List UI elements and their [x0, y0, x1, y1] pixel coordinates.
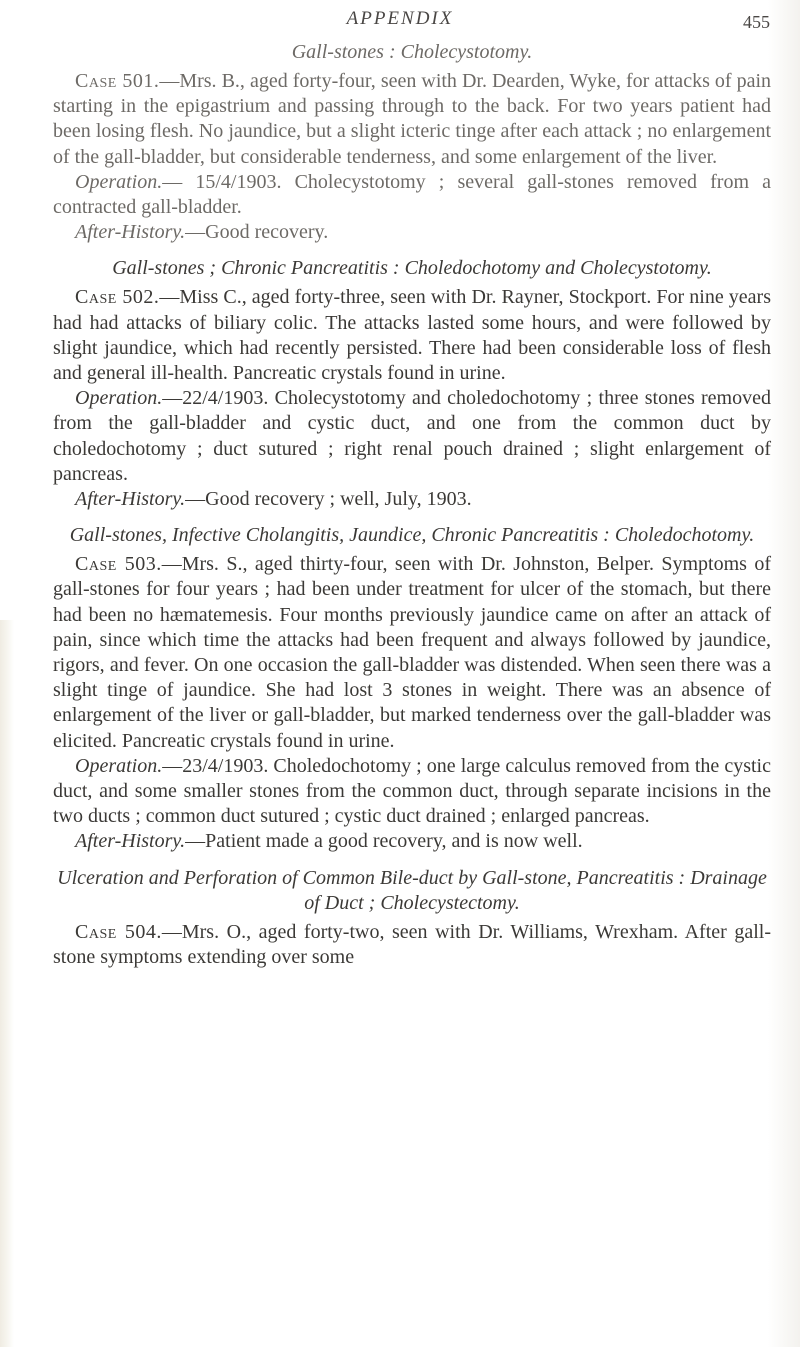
case-501-history — [53, 69, 771, 170]
page-header — [0, 8, 800, 38]
case-503-operation-text: —23/4/1903. Choledochotomy ; one large calculus removed from the cystic duct, and some smaller stones from the common duct, through separate incisions in the two ducts ; common duct sutured ; cystic duct drained ; enlarged pancreas. — [53, 754, 771, 828]
case-503-history — [53, 552, 771, 754]
case-503-after-label: After-History. — [75, 830, 186, 853]
case-501-heading: Gall-stones : Cholecystotomy. — [291, 41, 533, 63]
page-number: 455 — [743, 12, 770, 32]
case-503-operation-label: Operation. — [75, 754, 163, 777]
case-503-heading: Gall-stones, Infective Cholangitis, Jaundice, Chronic Pancreatitis : Choledochotomy. — [69, 524, 755, 547]
case-501-operation-label: Operation. — [75, 170, 163, 193]
case-504-history-text: —Mrs. O., aged forty-two, seen with Dr. Williams, Wrexham. After gall-stone symptoms extending over some — [53, 920, 771, 968]
case-502-operation-text: —22/4/1903. Cholecystotomy and choledochotomy ; three stones removed from the gall-bladder and cystic duct, and one from the common duct by choledochotomy ; duct sutured ; right renal pouch drained ; slight enlargement of pancreas. — [53, 387, 771, 485]
case-501-after-text: —Good recovery. — [185, 221, 329, 244]
case-501-history-text: —Mrs. B., aged forty-four, seen with Dr. Dearden, Wyke, for attacks of pain starting in the epigastrium and passing through to the back. For two years patient had been losing flesh. No jaundice, but a slight icteric tinge after each attack ; no enlargement of the gall-bladder, but considerable tenderness, and some enlargement of the liver. — [53, 70, 771, 168]
page-body — [53, 40, 771, 970]
case-503-label: Case 503. — [75, 553, 162, 576]
case-504-label: Case 504. — [75, 920, 162, 943]
case-501-after-label: After-History. — [75, 221, 186, 244]
case-501-operation — [53, 170, 771, 220]
case-503-history-text: —Mrs. S., aged thirty-four, seen with Dr. Johnston, Belper. Symptoms of gall-stones for four years ; had been under treatment for ulcer of the stomach, but there had been no hæmatemesis. Four months previously jaundice came on after an attack of pain, since which time the attacks had been frequent and always followed by jaundice, rigors, and fever. On one occasion the gall-bladder was distended. When seen there was a slight tinge of jaundice. She had lost 3 stones in weight. There was an absence of enlargement of the liver or gall-bladder, but marked tenderness over the gall-bladder was elicited. Pancreatic crystals found in urine. — [53, 553, 771, 752]
case-503-operation — [53, 754, 771, 830]
case-503-after-history — [53, 829, 771, 854]
page-edge-shadow — [0, 620, 14, 1347]
case-502-heading: Gall-stones ; Chronic Pancreatitis : Choledochotomy and Cholecystotomy. — [112, 257, 712, 280]
case-502-after-text: —Good recovery ; well, July, 1903. — [185, 488, 472, 511]
running-head: APPENDIX — [346, 8, 454, 29]
case-501-after-history — [53, 220, 771, 245]
case-502-history-text: —Miss C., aged forty-three, seen with Dr. Rayner, Stockport. For nine years had had attacks of biliary colic. The attacks lasted some hours, and were followed by slight jaundice, which had recently persisted. There had been considerable loss of flesh and general ill-health. Pancreatic crystals found in urine. — [53, 286, 771, 385]
case-501-operation-text: — 15/4/1903. Cholecystotomy ; several gall-stones removed from a contracted gall-bladder. — [53, 170, 771, 219]
case-502-label: Case 502. — [75, 286, 160, 309]
case-503-after-text: —Patient made a good recovery, and is now well. — [185, 830, 583, 853]
case-502-after-label: After-History. — [75, 488, 186, 511]
case-502-operation — [53, 386, 771, 487]
case-502-operation-label: Operation. — [75, 387, 163, 410]
case-502-after-history — [53, 487, 771, 512]
case-502-history — [53, 285, 771, 386]
case-504-heading: Ulceration and Perforation of Common Bile-duct by Gall-stone, Pancreatitis : Drainage of Duct ; Cholecystectomy. — [57, 866, 767, 914]
case-504-history — [53, 920, 771, 970]
case-501-label: Case 501. — [75, 70, 160, 92]
